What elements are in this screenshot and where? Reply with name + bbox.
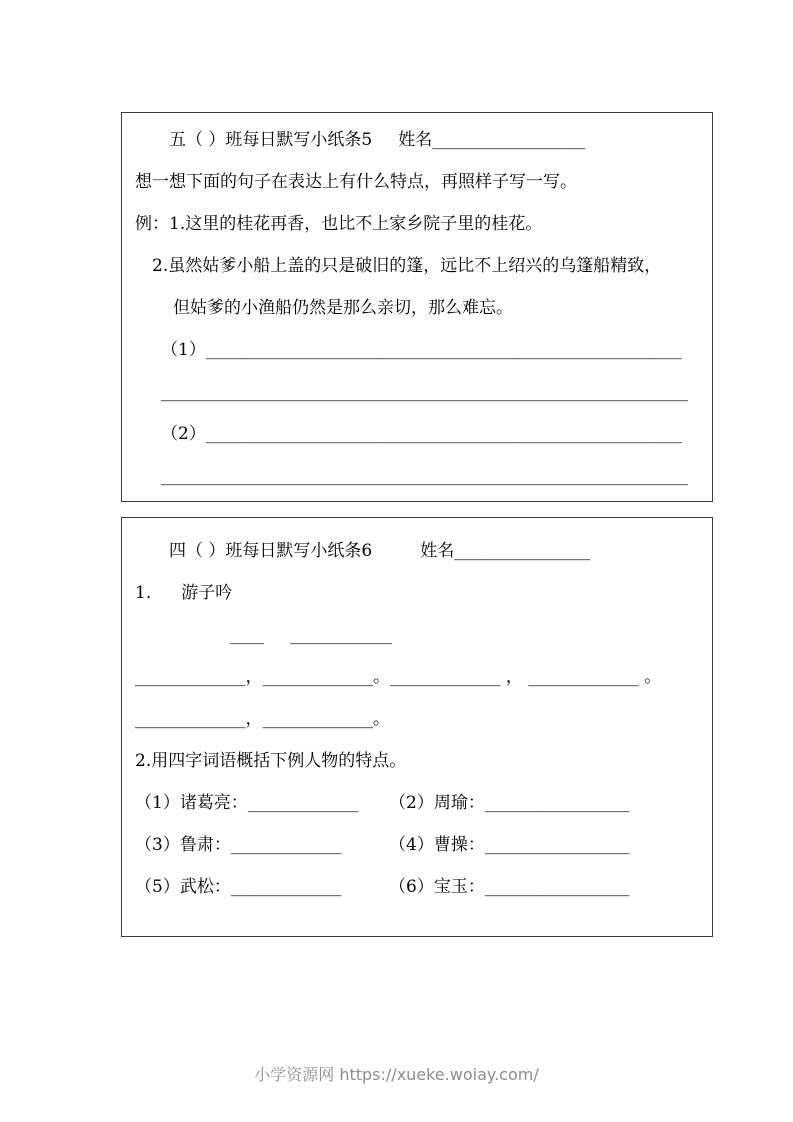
sheet-card-5	[121, 112, 713, 502]
poem-title: 游子吟	[181, 583, 233, 603]
answer1-blank-line2: ______________________________________________________________	[161, 382, 688, 402]
author-blank-long: ____________	[290, 625, 392, 645]
person-blank: _________________	[484, 793, 630, 813]
person-item	[135, 824, 389, 866]
footer-watermark: 小学资源网 https://xueke.woiay.com/	[254, 1065, 539, 1084]
sheet6-q2-text: 2.用四字词语概括下例人物的特点。	[135, 751, 407, 771]
q1-number: 1.	[135, 583, 152, 603]
sheet5-example-line3: 但姑爹的小渔船仍然是那么亲切，那么难忘。	[173, 298, 513, 318]
person-item	[135, 782, 389, 824]
sheet6-q1-row	[135, 572, 699, 614]
answer2-label: （2）	[161, 424, 206, 444]
sheet-card-6	[121, 517, 713, 937]
person-blank: _________________	[484, 835, 630, 855]
sheet6-title: 四（ ）班每日默写小纸条6	[169, 541, 373, 561]
sheet5-name-blank: __________________	[432, 130, 586, 150]
author-blank-short: ____	[230, 625, 264, 645]
answer1-label: （1）	[161, 340, 206, 360]
person-blank: _________________	[484, 877, 630, 897]
sheet6-title-row	[135, 530, 699, 572]
person-item	[389, 782, 629, 824]
person-item	[135, 866, 389, 908]
sheet5-instruction: 想一想下面的句子在表达上有什么特点，再照样子写一写。	[135, 172, 577, 192]
person-label: （2）周瑜：	[389, 793, 485, 813]
sheet5-answer2-row	[135, 413, 699, 455]
person-label: （4）曹操：	[389, 835, 485, 855]
person-item	[389, 866, 629, 908]
poem-blank-line1: _____________，_____________。_____________ ， _____________ 。	[135, 667, 662, 687]
answer1-blank-line: ________________________________________________________	[205, 340, 682, 360]
sheet6-name-label: 姓名	[420, 541, 455, 561]
person-item	[389, 824, 629, 866]
person-label: （3）鲁肃：	[135, 835, 231, 855]
sheet5-example-line2: 2.虽然姑爹小船上盖的只是破旧的篷，远比不上绍兴的乌篷船精致，	[152, 256, 662, 276]
poem-author-row	[135, 614, 699, 656]
answer2-blank-line2: ______________________________________________________________	[161, 466, 688, 486]
poem-blank-line2: _____________，_____________。	[135, 709, 390, 729]
sheet5-name-label: 姓名	[398, 130, 433, 150]
sheet5-title: 五（ ）班每日默写小纸条5	[169, 130, 373, 150]
answer2-blank-line: ________________________________________________________	[205, 424, 682, 444]
person-blank: _____________	[247, 793, 359, 813]
sheet5-example-line1: 例：1.这里的桂花再香，也比不上家乡院子里的桂花。	[135, 214, 543, 234]
sheet5-answer1-row	[135, 329, 699, 371]
person-blank: _____________	[230, 835, 342, 855]
sheet5-title-row	[135, 119, 699, 161]
people-row-2	[135, 824, 699, 866]
people-row-1	[135, 782, 699, 824]
sheet6-name-blank: ________________	[454, 541, 591, 561]
person-label: （6）宝玉：	[389, 877, 485, 897]
person-label: （5）武松：	[135, 877, 231, 897]
person-blank: _____________	[230, 877, 342, 897]
person-label: （1）诸葛亮：	[135, 793, 248, 813]
people-row-3	[135, 866, 699, 908]
